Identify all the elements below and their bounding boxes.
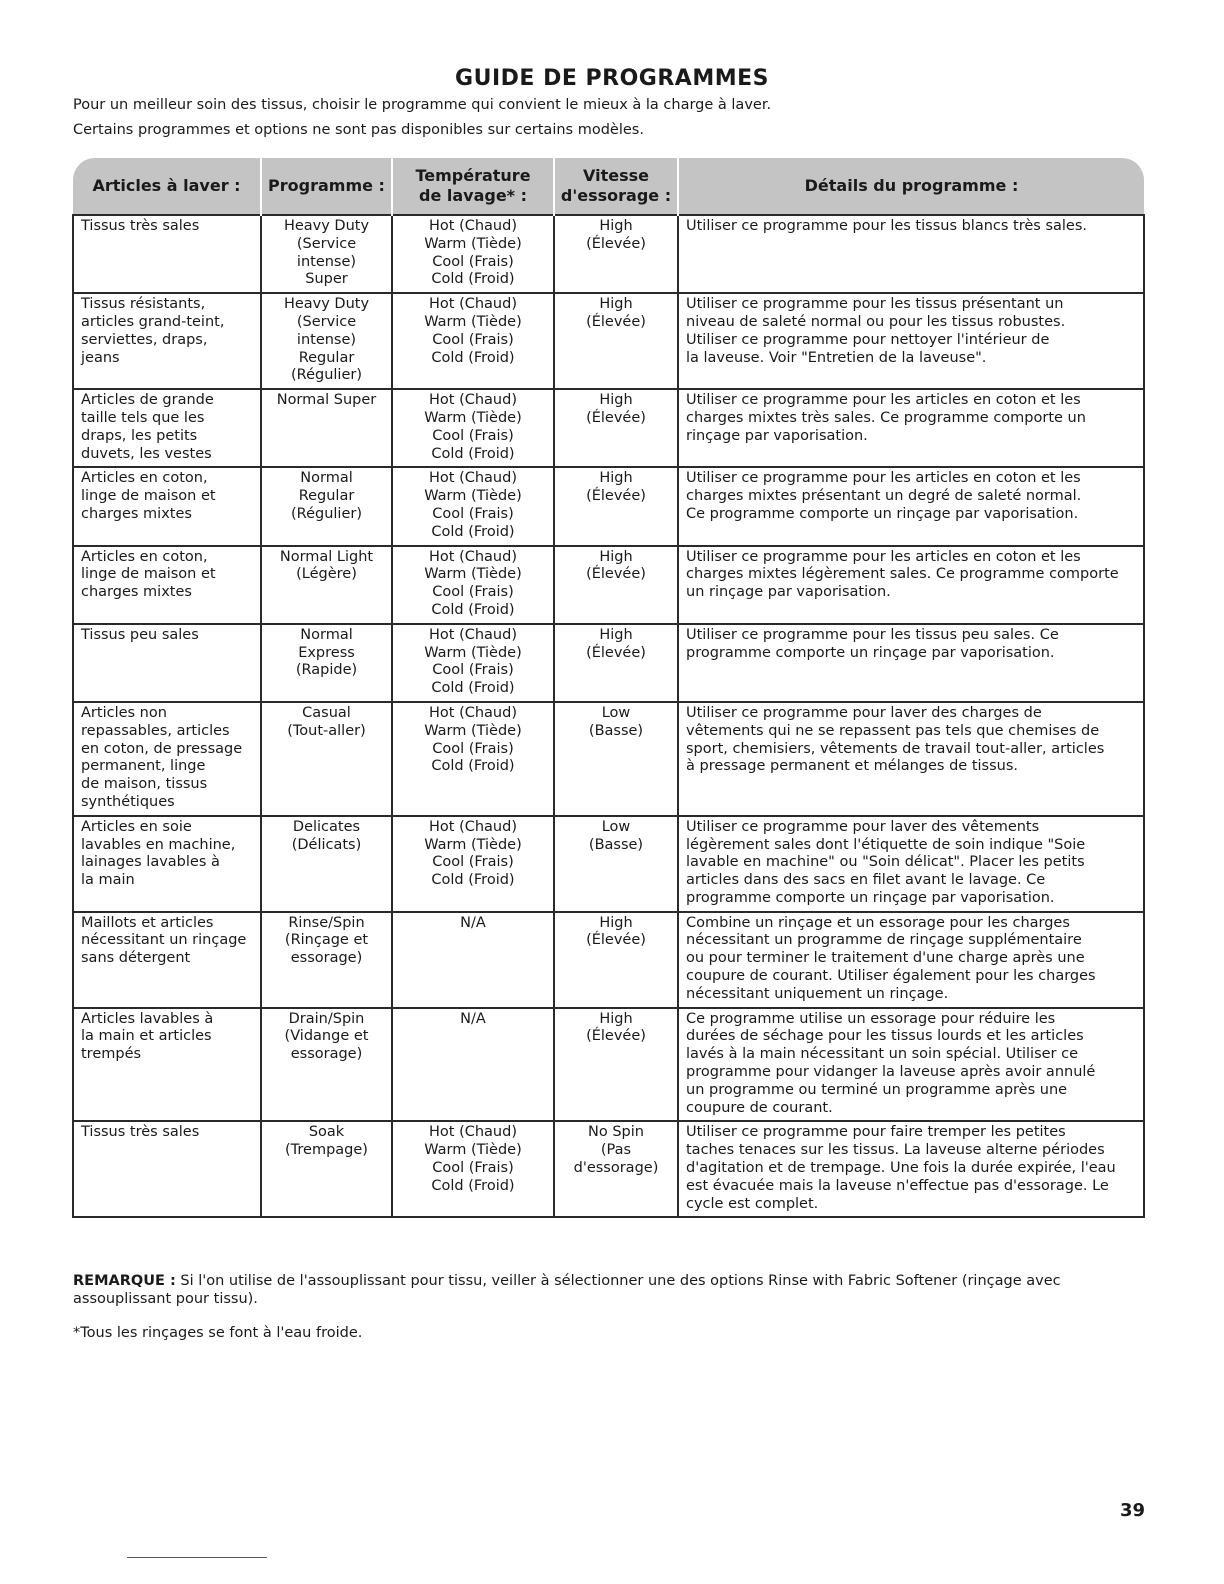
temperature-cell: Hot (Chaud) Warm (Tiède) Cool (Frais) Cold (Froid) [392, 702, 554, 816]
programme-cell: Heavy Duty (Service intense) Regular (Régulier) [261, 293, 392, 389]
articles-cell: Articles en soie lavables en machine, lainages lavables à la main [73, 816, 261, 912]
table-row [73, 389, 1144, 467]
programme-cell: Heavy Duty (Service intense) Super [261, 215, 392, 293]
remark-label: REMARQUE : [73, 1273, 176, 1289]
programme-cell: Drain/Spin (Vidange et essorage) [261, 1008, 392, 1122]
table-row [73, 546, 1144, 624]
spin-speed-cell: High (Élevée) [554, 467, 678, 545]
temperature-cell: Hot (Chaud) Warm (Tiède) Cool (Frais) Cold (Froid) [392, 215, 554, 293]
details-cell: Utiliser ce programme pour les articles en coton et les charges mixtes très sales. Ce programme comporte un rinçage par vaporisation. [678, 389, 1144, 467]
details-cell: Utiliser ce programme pour laver des vêtements légèrement sales dont l'étiquette de soin indique "Soie lavable en machine" ou "Soin délicat". Placer les petits articles dans des sacs en filet avant le lavage. Ce programme comporte un rinçage par vaporisation. [678, 816, 1144, 912]
temperature-cell: Hot (Chaud) Warm (Tiède) Cool (Frais) Cold (Froid) [392, 389, 554, 467]
table-body [73, 215, 1144, 1217]
articles-cell: Maillots et articles nécessitant un rinçage sans détergent [73, 912, 261, 1008]
articles-cell: Tissus résistants, articles grand-teint, serviettes, draps, jeans [73, 293, 261, 389]
articles-cell: Articles en coton, linge de maison et charges mixtes [73, 467, 261, 545]
articles-cell: Tissus très sales [73, 1121, 261, 1217]
spin-speed-cell: Low (Basse) [554, 816, 678, 912]
programme-cell: Normal Regular (Régulier) [261, 467, 392, 545]
details-cell: Utiliser ce programme pour faire tremper les petites taches tenaces sur les tissus. La laveuse alterne périodes d'agitation et de trempage. Une fois la durée expirée, l'eau est évacuée mais la laveuse n'effectue pas d'essorage. Le cycle est complet. [678, 1121, 1144, 1217]
table-row [73, 1121, 1144, 1217]
table-header-row [73, 158, 1144, 215]
table-row [73, 293, 1144, 389]
programme-cell: Casual (Tout-aller) [261, 702, 392, 816]
table-row [73, 467, 1144, 545]
spin-speed-cell: High (Élevée) [554, 624, 678, 702]
spin-speed-cell: High (Élevée) [554, 1008, 678, 1122]
page-number: 39 [1120, 1500, 1146, 1521]
articles-cell: Articles de grande taille tels que les draps, les petits duvets, les vestes [73, 389, 261, 467]
intro-line-2: Certains programmes et options ne sont pas disponibles sur certains modèles. [73, 122, 644, 138]
programme-cell: Delicates (Délicats) [261, 816, 392, 912]
temperature-cell: N/A [392, 912, 554, 1008]
programme-cell: Normal Express (Rapide) [261, 624, 392, 702]
temperature-cell: Hot (Chaud) Warm (Tiède) Cool (Frais) Cold (Froid) [392, 624, 554, 702]
details-cell: Utiliser ce programme pour les tissus blancs très sales. [678, 215, 1144, 293]
programme-cell: Rinse/Spin (Rinçage et essorage) [261, 912, 392, 1008]
programme-cell: Soak (Trempage) [261, 1121, 392, 1217]
temperature-cell: N/A [392, 1008, 554, 1122]
details-cell: Utiliser ce programme pour laver des charges de vêtements qui ne se repassent pas tels que chemises de sport, chemisiers, vêtements de travail tout-aller, articles à pressage permanent et mélanges de tissus. [678, 702, 1144, 816]
table-row [73, 215, 1144, 293]
header-column-spin-speed: Vitesse d'essorage : [554, 158, 678, 215]
programme-cell: Normal Light (Légère) [261, 546, 392, 624]
remark-text: Si l'on utilise de l'assouplissant pour tissu, veiller à sélectionner une des options Rinse with Fabric Softener (rinçage avec assouplissant pour tissu). [73, 1273, 1061, 1307]
table-row [73, 816, 1144, 912]
intro-line-1: Pour un meilleur soin des tissus, choisir le programme qui convient le mieux à la charge à laver. [73, 97, 772, 113]
table-row [73, 1008, 1144, 1122]
articles-cell: Tissus très sales [73, 215, 261, 293]
header-column-details: Détails du programme : [678, 158, 1144, 215]
spin-speed-cell: Low (Basse) [554, 702, 678, 816]
header-column-programme: Programme : [261, 158, 392, 215]
details-cell: Combine un rinçage et un essorage pour les charges nécessitant un programme de rinçage supplémentaire ou pour terminer le traitement d'une charge après une coupure de courant. Utiliser également pour les charges nécessitant uniquement un rinçage. [678, 912, 1144, 1008]
temperature-cell: Hot (Chaud) Warm (Tiède) Cool (Frais) Cold (Froid) [392, 293, 554, 389]
spin-speed-cell: High (Élevée) [554, 912, 678, 1008]
spin-speed-cell: High (Élevée) [554, 293, 678, 389]
programme-cell: Normal Super [261, 389, 392, 467]
header-column-temperature: Température de lavage* : [392, 158, 554, 215]
temperature-cell: Hot (Chaud) Warm (Tiède) Cool (Frais) Cold (Froid) [392, 546, 554, 624]
temperature-cell: Hot (Chaud) Warm (Tiède) Cool (Frais) Cold (Froid) [392, 816, 554, 912]
temperature-cell: Hot (Chaud) Warm (Tiède) Cool (Frais) Cold (Froid) [392, 467, 554, 545]
details-cell: Utiliser ce programme pour les tissus peu sales. Ce programme comporte un rinçage par vaporisation. [678, 624, 1144, 702]
table-row [73, 912, 1144, 1008]
remark [73, 1272, 1143, 1308]
details-cell: Ce programme utilise un essorage pour réduire les durées de séchage pour les tissus lourds et les articles lavés à la main nécessitant un soin spécial. Utiliser ce programme pour vidanger la laveuse après avoir annulé un programme ou terminé un programme après une coupure de courant. [678, 1008, 1144, 1122]
page-title: GUIDE DE PROGRAMMES [455, 66, 769, 91]
program-guide-table [72, 158, 1145, 1218]
details-cell: Utiliser ce programme pour les articles en coton et les charges mixtes légèrement sales. Ce programme comporte un rinçage par vaporisation. [678, 546, 1144, 624]
footnote: *Tous les rinçages se font à l'eau froide. [73, 1325, 363, 1341]
articles-cell: Articles lavables à la main et articles trempés [73, 1008, 261, 1122]
articles-cell: Tissus peu sales [73, 624, 261, 702]
articles-cell: Articles non repassables, articles en coton, de pressage permanent, linge de maison, tissus synthétiques [73, 702, 261, 816]
spin-speed-cell: High (Élevée) [554, 389, 678, 467]
temperature-cell: Hot (Chaud) Warm (Tiède) Cool (Frais) Cold (Froid) [392, 1121, 554, 1217]
articles-cell: Articles en coton, linge de maison et charges mixtes [73, 546, 261, 624]
details-cell: Utiliser ce programme pour les articles en coton et les charges mixtes présentant un degré de saleté normal. Ce programme comporte un rinçage par vaporisation. [678, 467, 1144, 545]
spin-speed-cell: High (Élevée) [554, 546, 678, 624]
table-row [73, 624, 1144, 702]
spin-speed-cell: No Spin (Pas d'essorage) [554, 1121, 678, 1217]
footer-rule [127, 1557, 267, 1558]
header-column-articles: Articles à laver : [73, 158, 261, 215]
details-cell: Utiliser ce programme pour les tissus présentant un niveau de saleté normal ou pour les tissus robustes. Utiliser ce programme pour nettoyer l'intérieur de la laveuse. Voir "Entretien de la laveuse". [678, 293, 1144, 389]
table-row [73, 702, 1144, 816]
spin-speed-cell: High (Élevée) [554, 215, 678, 293]
